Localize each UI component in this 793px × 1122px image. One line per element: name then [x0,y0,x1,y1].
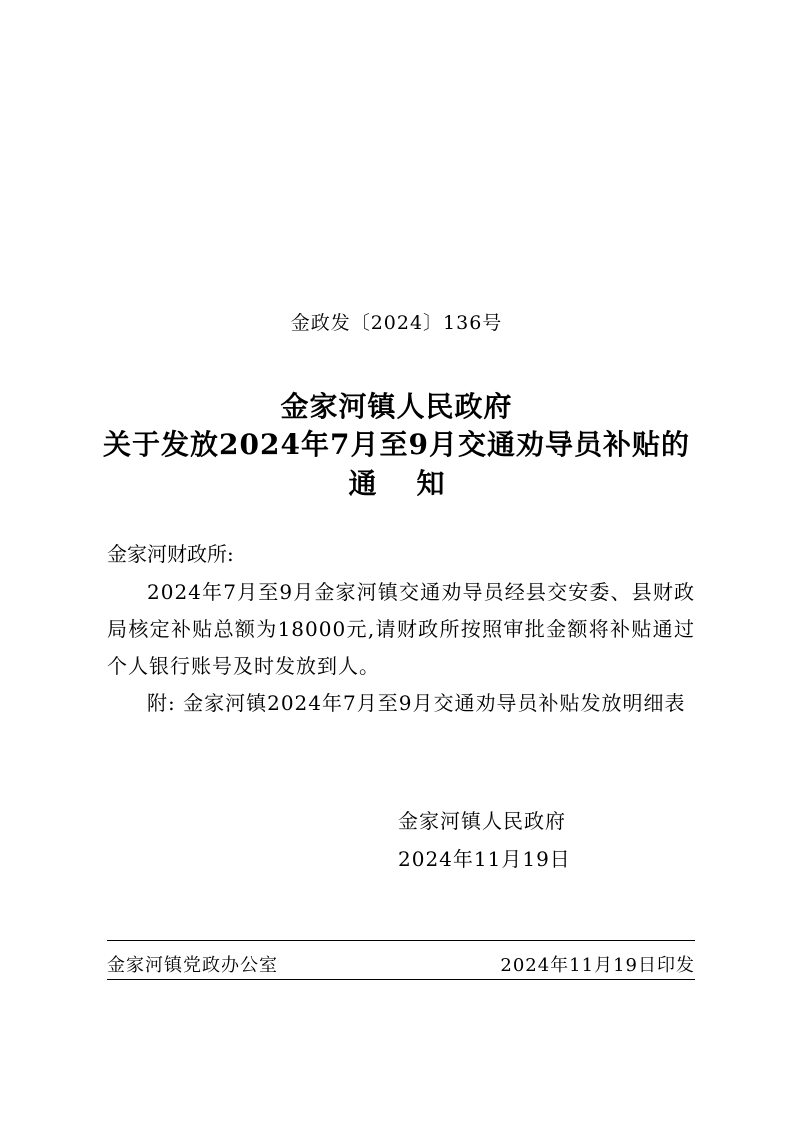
salutation: 金家河财政所: [107,542,234,566]
attachment-note: 附: 金家河镇2024年7月至9月交通劝导员补贴发放明细表 [147,691,686,715]
signature-organization: 金家河镇人民政府 [398,809,566,833]
body-paragraph: 2024年7月至9月金家河镇交通劝导员经县交安委、县财政局核定补贴总额为18000元,请财政所按照审批金额将补贴通过个人银行账号及时发放到人。 [107,580,695,678]
footer-issue-date: 2024年11月19日印发 [500,955,695,976]
signature-date: 2024年11月19日 [398,847,571,871]
footer-issuer: 金家河镇党政办公室 [107,955,278,976]
title-subject: 关于发放2024年7月至9月交通劝导员补贴的 [103,428,690,461]
footer-top-rule [107,940,695,941]
title-doc-type: 通知 [348,467,485,500]
title-issuer: 金家河镇人民政府 [280,390,513,423]
document-number: 金政发〔2024〕136号 [290,312,503,334]
footer-bottom-rule [107,979,695,980]
